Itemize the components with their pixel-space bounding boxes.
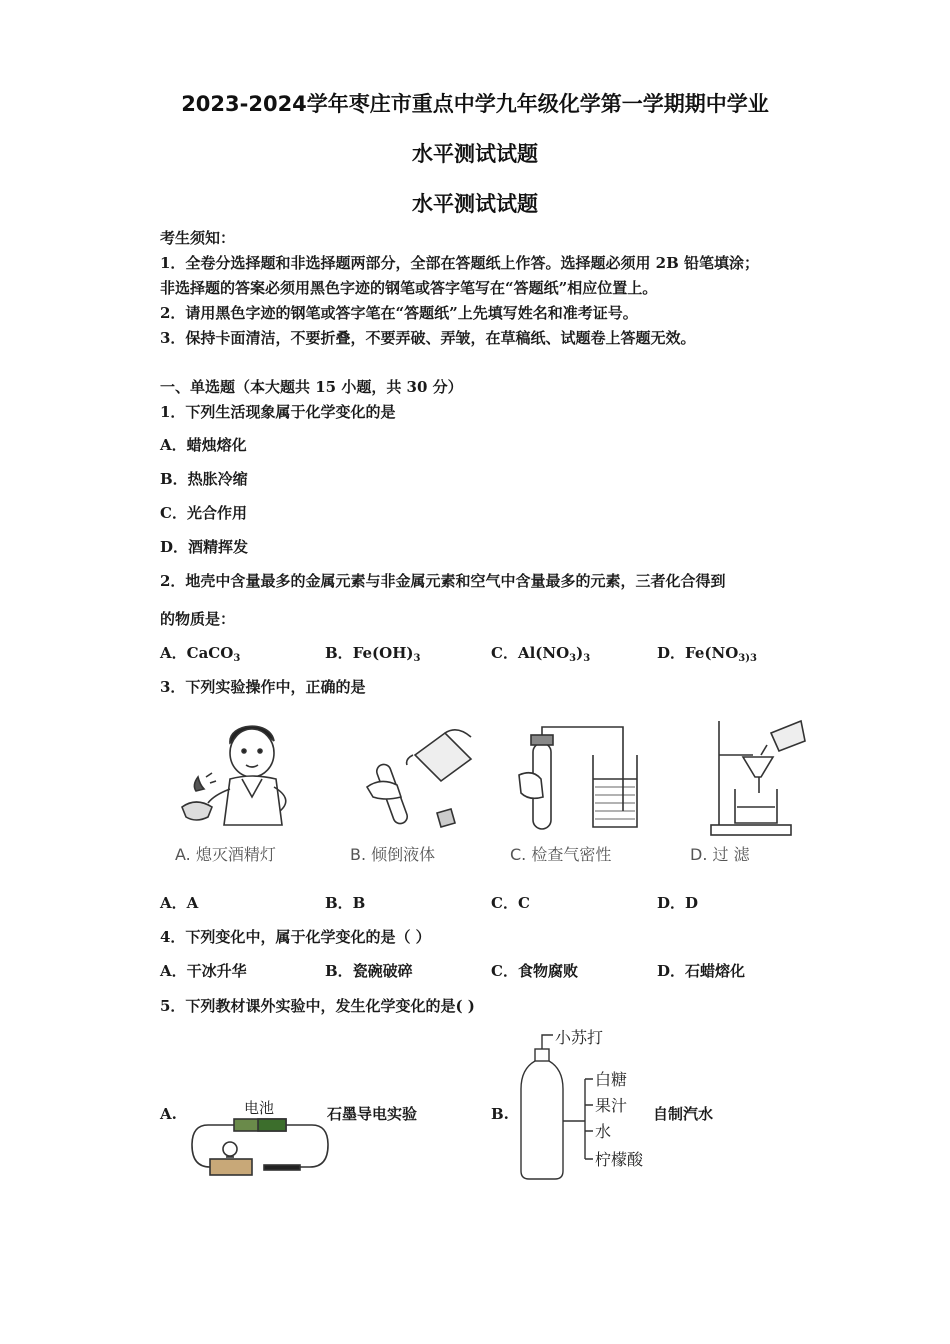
- q2-option-a[interactable]: A．CaCO$_3$: [160, 644, 241, 664]
- q3-figure-c: [505, 715, 645, 835]
- q3-option-a[interactable]: A．A: [160, 894, 199, 912]
- q2-option-c[interactable]: C．$Al(NO_3)_3$: [491, 644, 591, 664]
- q3-option-d[interactable]: D．D: [657, 894, 699, 912]
- q5-option-b-text: 自制汽水: [653, 1105, 714, 1123]
- q3-caption-a: A. 熄灭酒精灯: [175, 845, 276, 864]
- q4-option-a[interactable]: A．干冰升华: [160, 962, 247, 980]
- notice-line-3: 2．请用黑色字迹的钢笔或答字笔在“答题纸”上先填写姓名和准考证号。: [160, 304, 638, 322]
- q5-option-a-label[interactable]: A.: [160, 1105, 177, 1123]
- q5-option-b-label[interactable]: B.: [491, 1105, 509, 1123]
- notice-line-4: 3．保持卡面清洁，不要折叠，不要弄破、弄皱，在草稿纸、试题卷上答题无效。: [160, 329, 696, 347]
- q2-option-b[interactable]: B．$Fe(OH)_3$: [325, 644, 421, 664]
- q5-ingredient-juice: 果汁: [595, 1096, 628, 1115]
- q5-circuit-figure: [190, 1095, 330, 1187]
- q2-stem-line2: 的物质是：: [160, 610, 236, 628]
- section-heading: 一、单选题（本大题共 15 小题，共 30 分）: [160, 378, 463, 396]
- q4-option-b[interactable]: B．瓷碗破碎: [325, 962, 413, 980]
- exam-title-line3: 水平测试试题: [412, 192, 538, 216]
- q4-stem: 4．下列变化中，属于化学变化的是（ ）: [160, 928, 431, 946]
- q5-battery-label: 电池: [244, 1099, 275, 1117]
- exam-title-line2: 水平测试试题: [412, 142, 538, 166]
- notice-line-1: 1．全卷分选择题和非选择题两部分，全部在答题纸上作答。选择题必须用 2B 铅笔填涂；: [160, 254, 760, 272]
- q5-ingredient-citric-acid: 柠檬酸: [595, 1150, 644, 1169]
- q3-stem: 3．下列实验操作中，正确的是: [160, 678, 366, 696]
- q1-option-d[interactable]: D．酒精挥发: [160, 538, 249, 556]
- q1-option-a[interactable]: A．蜡烛熔化: [160, 436, 247, 454]
- q3-caption-c: C. 检查气密性: [510, 845, 612, 864]
- q5-option-a-text: 石墨导电实验: [327, 1105, 418, 1123]
- notice-line-2: 非选择题的答案必须用黑色字迹的钢笔或答字笔写在“答题纸”相应位置上。: [160, 279, 658, 297]
- q2-stem-line1: 2．地壳中含量最多的金属元素与非金属元素和空气中含量最多的元素，三者化合得到: [160, 572, 726, 590]
- q3-option-c[interactable]: C．C: [491, 894, 530, 912]
- q5-baking-soda-label: 小苏打: [555, 1028, 604, 1047]
- q3-figure-a: [170, 715, 305, 835]
- q5-soda-bottle-figure: [515, 1025, 665, 1185]
- q1-option-b[interactable]: B．热胀冷缩: [160, 470, 248, 488]
- notice-heading: 考生须知：: [160, 229, 236, 247]
- q1-option-c[interactable]: C．光合作用: [160, 504, 247, 522]
- q5-stem: 5．下列教材课外实验中，发生化学变化的是( ): [160, 997, 475, 1015]
- q4-option-d[interactable]: D．石蜡熔化: [657, 962, 746, 980]
- q3-figure-b: [345, 715, 480, 835]
- q5-ingredient-sugar: 白糖: [595, 1070, 628, 1089]
- q5-ingredient-water: 水: [595, 1122, 612, 1141]
- q3-caption-d: D. 过 滤: [690, 845, 750, 864]
- q3-caption-b: B. 倾倒液体: [350, 845, 436, 864]
- exam-title-line1: 2023-2024学年枣庄市重点中学九年级化学第一学期期中学业: [181, 92, 769, 116]
- q4-option-c[interactable]: C．食物腐败: [491, 962, 578, 980]
- q3-option-b[interactable]: B．B: [325, 894, 366, 912]
- q2-option-d[interactable]: D．$Fe(NO_{3)3}$: [657, 644, 757, 664]
- q1-stem: 1．下列生活现象属于化学变化的是: [160, 403, 396, 421]
- q3-figure-d: [705, 715, 815, 840]
